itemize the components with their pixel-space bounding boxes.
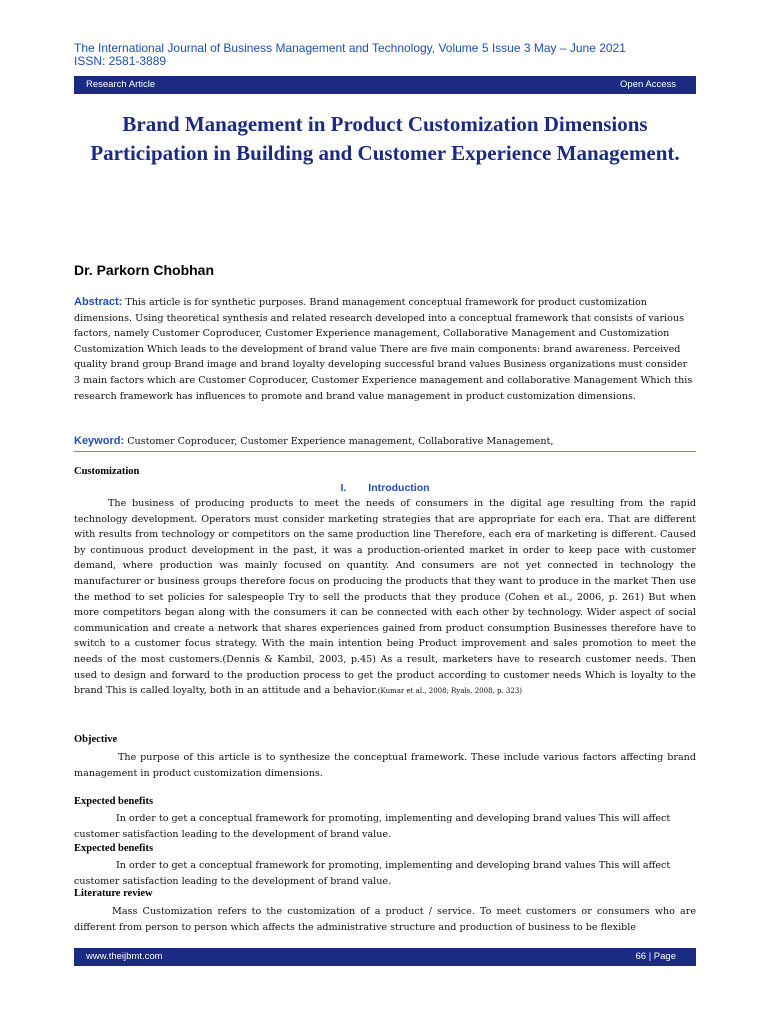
footer-url[interactable]: www.theijbmt.com <box>86 951 163 962</box>
keyword-continuation: Customization <box>74 466 140 477</box>
abstract-text: This article is for synthetic purposes. Brand management conceptual framework for product customization dimensions. Using theoretical synthesis and related research developed into a conceptual framework that consists of various factors, namely Customer Coproducer, Customer Experience management, Collaborative Management and Customization Customization Which leads to the development of brand value There are five main components: brand awareness. Perceived quality brand group Brand image and brand loyalty developing successful brand values Business organizations must consider 3 main factors which are Customer Coproducer, Customer Experience management and collaborative Management Which this research framework has influences to promote and brand value management in product customization dimensions. <box>74 297 693 402</box>
literature-review-heading: Literature review <box>74 888 153 899</box>
expected-benefits-text-1: In order to get a conceptual framework for promoting, implementing and developing brand values This will affect customer satisfaction leading to the development of brand value. <box>74 813 671 840</box>
keyword-divider <box>74 451 696 452</box>
literature-review-body <box>74 904 696 935</box>
section-number: I. <box>340 482 347 494</box>
expected-benefits-heading-1: Expected benefits <box>74 796 154 807</box>
page-number: 66 | Page <box>635 951 676 962</box>
section-title: Introduction <box>368 482 430 494</box>
journal-header <box>74 42 714 68</box>
expected-benefits-text-2: In order to get a conceptual framework for promoting, implementing and developing brand values This will affect customer satisfaction leading to the development of brand value. <box>74 860 671 887</box>
objective-text: The purpose of this article is to synthesize the conceptual framework. These include various factors affecting brand management in product customization dimensions. <box>74 752 696 779</box>
literature-review-text: Mass Customization refers to the customization of a product / service. To meet customers or consumers who are different from person to person which affects the administrative structure and production of business to be flexible <box>74 906 696 933</box>
journal-citation: The International Journal of Business Management and Technology, Volume 5 Issue 3 May – June 2021 <box>74 41 626 55</box>
abstract-label: Abstract: <box>74 296 123 308</box>
footer-bar <box>74 948 696 966</box>
keyword-label: Keyword: <box>74 435 125 447</box>
introduction-heading <box>74 482 696 494</box>
research-article-label: Research Article <box>86 79 156 90</box>
article-type-bar <box>74 76 696 94</box>
keyword-text: Customer Coproducer, Customer Experience management, Collaborative Management, <box>127 436 554 447</box>
open-access-label: Open Access <box>620 79 676 90</box>
objective-body <box>74 750 696 781</box>
abstract <box>74 295 696 404</box>
introduction-body <box>74 496 696 700</box>
introduction-text: The business of producing products to meet the needs of consumers in the digital age resulting from the rapid technology development. Operators must consider marketing strategies that are appropriate for each era. That are different with results from technology or competitors on the same production line Therefore, each era of marketing is different. Caused by continuous product development in the past, it was a production-oriented market in order to keep pace with customer demand, where production was mainly focused on quantity. And consumers are not yet connected in technology the manufacturer or business groups therefore focus on producing the products that they want to produce in the market Then use the method to set policies for salespeople Try to sell the products that they produce (Cohen et al., 2006, p. 261) But when more competitors began along with the consumers it can be connected with each other by technology. Wider aspect of social communication and create a network that shares experiences gained from product consumption Businesses therefore have to switch to a customer focus strategy. With the main intention being Product improvement and sales promotion to meet the needs of the most customers.(Dennis & Kambil, 2003, p.45) As a result, marketers have to research customer needs. Then used to design and forward to the production process to get the product according to customer needs Which is loyalty to the brand This is called loyalty, both in an attitude and a behavior. <box>74 498 696 697</box>
expected-benefits-body-1 <box>74 811 696 842</box>
keywords <box>74 434 696 450</box>
author-name: Dr. Parkorn Chobhan <box>74 262 215 278</box>
objective-heading: Objective <box>74 734 118 745</box>
expected-benefits-body-2 <box>74 858 696 889</box>
introduction-citation: (Kumar et al., 2008; Ryals, 2008, p. 323) <box>377 687 523 696</box>
expected-benefits-heading-2: Expected benefits <box>74 843 154 854</box>
journal-issn: ISSN: 2581-3889 <box>74 54 167 68</box>
paper-title: Brand Management in Product Customization Dimensions Participation in Building and Customer Experience Management. <box>90 112 680 165</box>
